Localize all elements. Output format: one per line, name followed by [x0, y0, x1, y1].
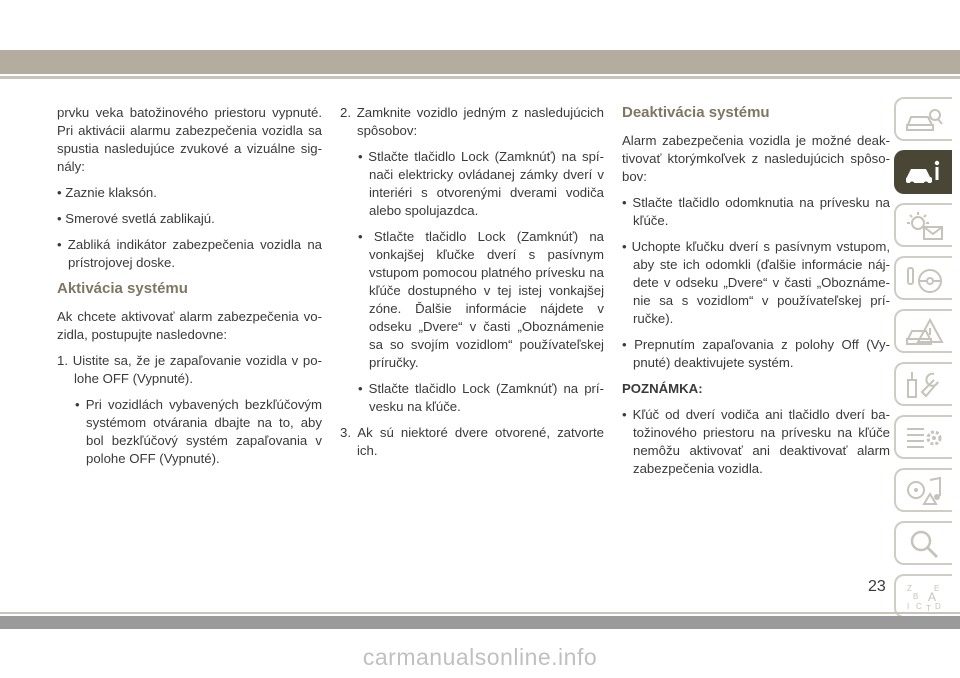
section-heading-deactivation: Deaktivácia systému	[622, 104, 770, 121]
note-bullet: • Kľúč od dverí vodiča ani tlačidlo dverí batožinového priestoru na prívesku na kľúče nemôžu aktivovať ani deaktivovať alarm zabezpečenia vozidla.	[622, 407, 890, 476]
car-search-icon	[904, 105, 944, 135]
footer-rule	[0, 612, 960, 614]
magnifier-icon	[904, 529, 944, 559]
text-column-2	[340, 104, 604, 468]
note-label: POZNÁMKA:	[622, 381, 703, 396]
car-info-icon	[904, 158, 944, 188]
svg-text:Z: Z	[907, 584, 912, 593]
svg-text:T: T	[926, 604, 931, 612]
tab-search[interactable]	[894, 521, 952, 565]
page-number: 23	[868, 578, 886, 595]
numbered-step: 3. Ak sú niektoré dvere otvorené, zatvorte ich.	[340, 425, 604, 458]
multimedia-icon	[904, 476, 944, 506]
svg-text:A: A	[928, 590, 937, 604]
footer-bar	[0, 616, 960, 629]
bullet-item: • Stlačte tlačidlo odomknutia na prívesku na kľúče.	[622, 195, 890, 228]
car-hazard-icon	[904, 317, 944, 347]
header-rule	[0, 76, 960, 79]
paragraph: prvku veka batožinového priestoru vypnuté. Pri aktivácii alarmu zabezpečenia vozidla sa spustia nasledujúce zvukové a vizuálne signály:	[57, 105, 322, 174]
tab-car-info[interactable]	[894, 150, 952, 194]
sub-bullet-item: • Stlačte tlačidlo Lock (Zamknúť) na spínači elektricky ovládanej zámky dverí v interiéri s otvorenými dverami vodiča alebo spolujazdca.	[358, 149, 604, 218]
sub-bullet-item: • Stlačte tlačidlo Lock (Zamknúť) na prívesku na kľúče.	[358, 381, 604, 414]
svg-text:I: I	[907, 602, 910, 611]
watermark: carmanualsonline.info	[362, 644, 598, 670]
text-column-1	[57, 104, 322, 476]
tab-warning-lights[interactable]	[894, 203, 952, 247]
bullet-item: • Zaznie klaksón.	[57, 185, 157, 200]
numbered-step: 1. Uistite sa, že je zapaľovanie vozidla v polohe OFF (Vypnuté).	[57, 353, 322, 386]
sub-bullet-item: • Stlačte tlačidlo Lock (Zamknúť) na vonkajšej kľučke dverí s pasívnym vstupom pomocou platného prívesku na kľúče dostupného v tej istej vonkajšej zóne. Ďalšie informácie nájdete v odseku „Dvere“ v časti „Oboznámenie sa so svojím vozidlom“ používateľskej príručky.	[358, 229, 604, 370]
warning-lights-icon	[904, 211, 944, 241]
tab-tools[interactable]	[894, 362, 952, 406]
specs-gear-icon	[904, 423, 944, 453]
tab-steering[interactable]	[894, 256, 952, 300]
tab-multimedia[interactable]	[894, 468, 952, 512]
tab-car-search[interactable]	[894, 97, 952, 141]
svg-text:C: C	[916, 602, 922, 611]
svg-text:E: E	[934, 584, 940, 593]
svg-text:B: B	[913, 592, 919, 601]
steering-wheel-icon	[904, 264, 944, 294]
bullet-item: • Zabliká indikátor zabezpečenia vozidla na prístrojovej doske.	[57, 237, 322, 270]
wrench-tools-icon	[904, 370, 944, 400]
section-heading-activation: Aktivácia systému	[57, 280, 188, 297]
tab-specs[interactable]	[894, 415, 952, 459]
text-column-3	[622, 104, 890, 486]
chapter-tabs	[894, 97, 960, 627]
alphabet-index-icon	[904, 582, 944, 612]
bullet-item: • Uchopte kľučku dverí s pasívnym vstupom, aby ste ich odomkli (ďalšie informácie nájdete v odseku „Dvere“ v časti „Oboznámenie sa s vozidlom“ v používateľskej príručke).	[622, 239, 890, 326]
paragraph: Alarm zabezpečenia vozidla je možné deaktivovať ktorýmkoľvek z nasledujúcich spôsobov:	[622, 133, 890, 184]
svg-text:D: D	[935, 602, 941, 611]
tab-hazard[interactable]	[894, 309, 952, 353]
bullet-item: • Smerové svetlá zablikajú.	[57, 211, 215, 226]
header-bar	[0, 50, 960, 74]
numbered-step: 2. Zamknite vozidlo jedným z nasledujúcich spôsobov:	[340, 105, 604, 138]
paragraph: Ak chcete aktivovať alarm zabezpečenia vozidla, postupujte nasledovne:	[57, 309, 322, 342]
bullet-item: • Prepnutím zapaľovania z polohy Off (Vypnuté) deaktivujete systém.	[622, 337, 890, 370]
sub-bullet-item: • Pri vozidlách vybavených bezkľúčovým systémom otvárania dbajte na to, aby bol bezkľúčový systém zapaľovania v polohe OFF (Vypnuté).	[75, 397, 322, 466]
